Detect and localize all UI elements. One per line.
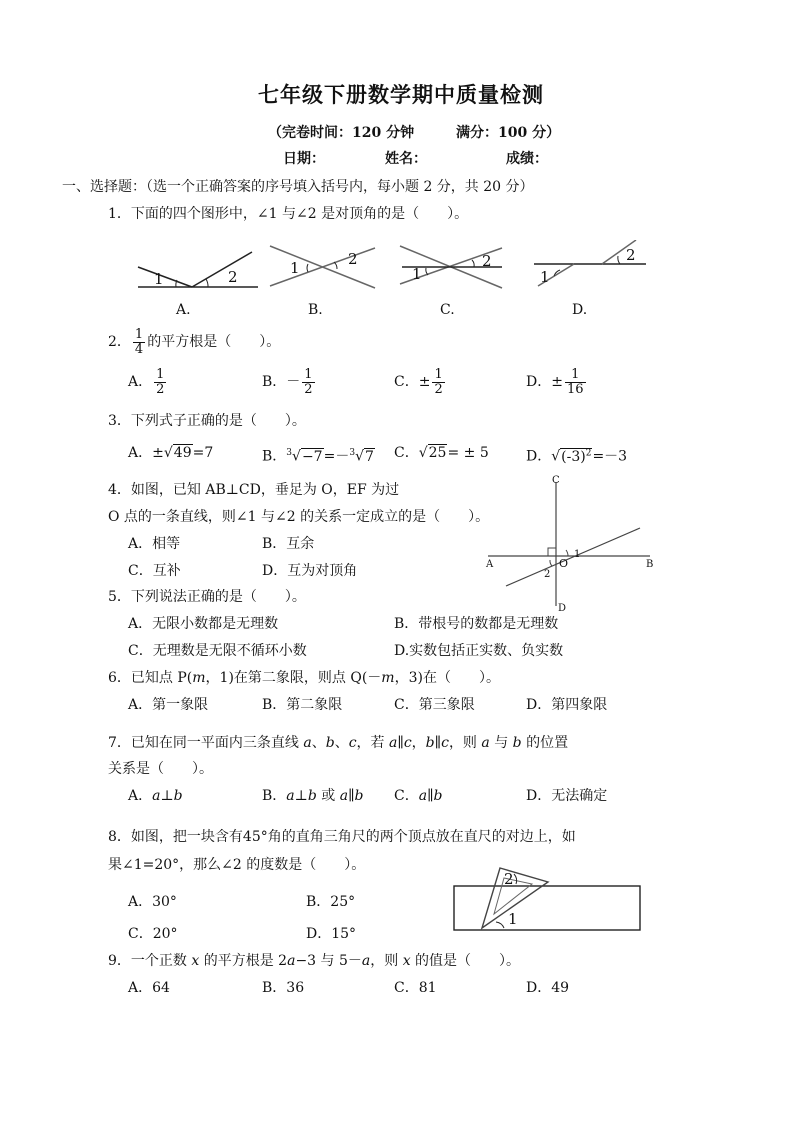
q3-option-d: D．$√(-3)^2=-3$ — [526, 448, 628, 465]
full-score: 满分：100 分） — [456, 125, 561, 141]
q7-option-d: D．无法确定 — [526, 788, 608, 804]
q2-text: 的平方根是（ ）。 — [147, 334, 281, 350]
q1-option-b: B. — [308, 302, 323, 318]
q7-option-c: C．a∥b — [394, 788, 443, 804]
question-8-line-1: 8．如图，把一块含有45°角的直角三角尺的两个顶点放在直尺的对边上，如 — [108, 829, 576, 845]
q1-fig-c-label-2: 2 — [482, 252, 492, 270]
question-7-line-2: 关系是（ ）。 — [108, 761, 213, 777]
q1-fig-a-label-2: 2 — [228, 268, 238, 286]
q4-label-o: O — [559, 557, 569, 570]
q8-option-c: C．20° — [128, 926, 178, 942]
q3-option-c: C．√25= ± 5 — [394, 445, 489, 461]
q3-option-a: A．±√49=7 — [128, 445, 214, 461]
question-1-stem: 1．下面的四个图形中，∠1 与∠2 是对顶角的是（ ）。 — [108, 206, 469, 222]
q6-option-d: D．第四象限 — [526, 697, 608, 713]
q4-label-d: D — [558, 603, 567, 614]
q4-label-1: 1 — [574, 549, 581, 560]
q1-fig-b-label-1: 1 — [290, 259, 300, 277]
q3-option-b: B．$^3$√−7=－$^3$√7 — [262, 448, 374, 465]
q9-option-d: D．49 — [526, 980, 570, 996]
q4-option-c: C．互补 — [128, 563, 181, 579]
q9-option-c: C．81 — [394, 980, 437, 996]
q2-option-a: A． $\frac{1}{2}$ — [128, 366, 165, 397]
question-8-line-2: 果∠1=20°，那么∠2 的度数是（ ）。 — [108, 857, 366, 873]
q1-fig-c-label-1: 1 — [412, 265, 422, 283]
exam-time: （完卷时间：120 分钟 — [268, 125, 415, 141]
q7-option-a: A．a⊥b — [128, 788, 183, 804]
q2-number: 2． — [108, 334, 131, 350]
q1-fig-d-label-1: 1 — [540, 268, 550, 286]
q2-fraction: $\frac{1}{4}$ — [134, 326, 144, 357]
question-1-figures — [130, 240, 650, 300]
q1-fig-d-label-2: 2 — [626, 246, 636, 264]
q9-option-b: B．36 — [262, 980, 305, 996]
q4-label-a: A — [486, 559, 494, 570]
date-label: 日期： — [283, 151, 325, 167]
q8-label-1: 1 — [508, 910, 518, 928]
question-7-line-1: 7．已知在同一平面内三条直线 a、b、c，若 a∥c，b∥c，则 a 与 b 的位置 — [108, 735, 569, 751]
q4-label-b: B — [646, 559, 654, 570]
question-4-figure — [480, 470, 660, 620]
q5-option-a: A．无限小数都是无理数 — [128, 616, 279, 632]
q8-option-b: B．25° — [306, 894, 356, 910]
q2-option-d: D．± $\frac{1}{16}$ — [526, 366, 584, 397]
question-3-stem: 3．下列式子正确的是（ ）。 — [108, 413, 306, 429]
question-6-stem: 6．已知点 P(m，1)在第二象限，则点 Q(－m，3)在（ ）。 — [108, 670, 500, 686]
question-9-stem: 9．一个正数 x 的平方根是 2a−3 与 5－a，则 x 的值是（ ）。 — [108, 953, 521, 969]
section-heading: 一、选择题：（选一个正确答案的序号填入括号内，每小题 2 分，共 20 分） — [62, 179, 534, 195]
q8-option-d: D．15° — [306, 926, 357, 942]
name-label: 姓名： — [385, 151, 427, 167]
score-label: 成绩： — [506, 151, 548, 167]
q4-label-2: 2 — [544, 569, 551, 580]
q4-option-b: B．互余 — [262, 536, 315, 552]
q2-option-c: C．± $\frac{1}{2}$ — [394, 366, 443, 397]
q1-option-d: D. — [572, 302, 588, 318]
question-2-stem — [108, 324, 280, 360]
question-4-line-2: O 点的一条直线，则∠1 与∠2 的关系一定成立的是（ ）。 — [108, 509, 490, 525]
q6-option-a: A．第一象限 — [128, 697, 209, 713]
q5-option-c: C．无理数是无限不循环小数 — [128, 643, 307, 659]
q6-option-b: B．第二象限 — [262, 697, 343, 713]
q4-label-c: C — [552, 475, 560, 486]
q1-option-a: A. — [176, 302, 191, 318]
q8-option-a: A．30° — [128, 894, 177, 910]
q7-option-b: B．a⊥b 或 a∥b — [262, 788, 364, 804]
question-8-figure — [450, 862, 646, 934]
q4-option-d: D．互为对顶角 — [262, 563, 358, 579]
q6-option-c: C．第三象限 — [394, 697, 475, 713]
q8-label-2: 2 — [504, 870, 514, 888]
q5-option-d: D.实数包括正实数、负实数 — [394, 643, 564, 659]
q4-option-a: A．相等 — [128, 536, 181, 552]
page-title: 七年级下册数学期中质量检测 — [258, 82, 544, 107]
q9-option-a: A．64 — [128, 980, 170, 996]
q1-fig-b-label-2: 2 — [348, 250, 358, 268]
q1-option-c: C. — [440, 302, 455, 318]
question-5-stem: 5．下列说法正确的是（ ）。 — [108, 589, 306, 605]
q1-fig-a-label-1: 1 — [154, 270, 164, 288]
question-4-line-1: 4．如图，已知 AB⊥CD，垂足为 O，EF 为过 — [108, 482, 400, 498]
q2-option-b: B．－ $\frac{1}{2}$ — [262, 366, 313, 397]
q5-option-b: B．带根号的数都是无理数 — [394, 616, 559, 632]
